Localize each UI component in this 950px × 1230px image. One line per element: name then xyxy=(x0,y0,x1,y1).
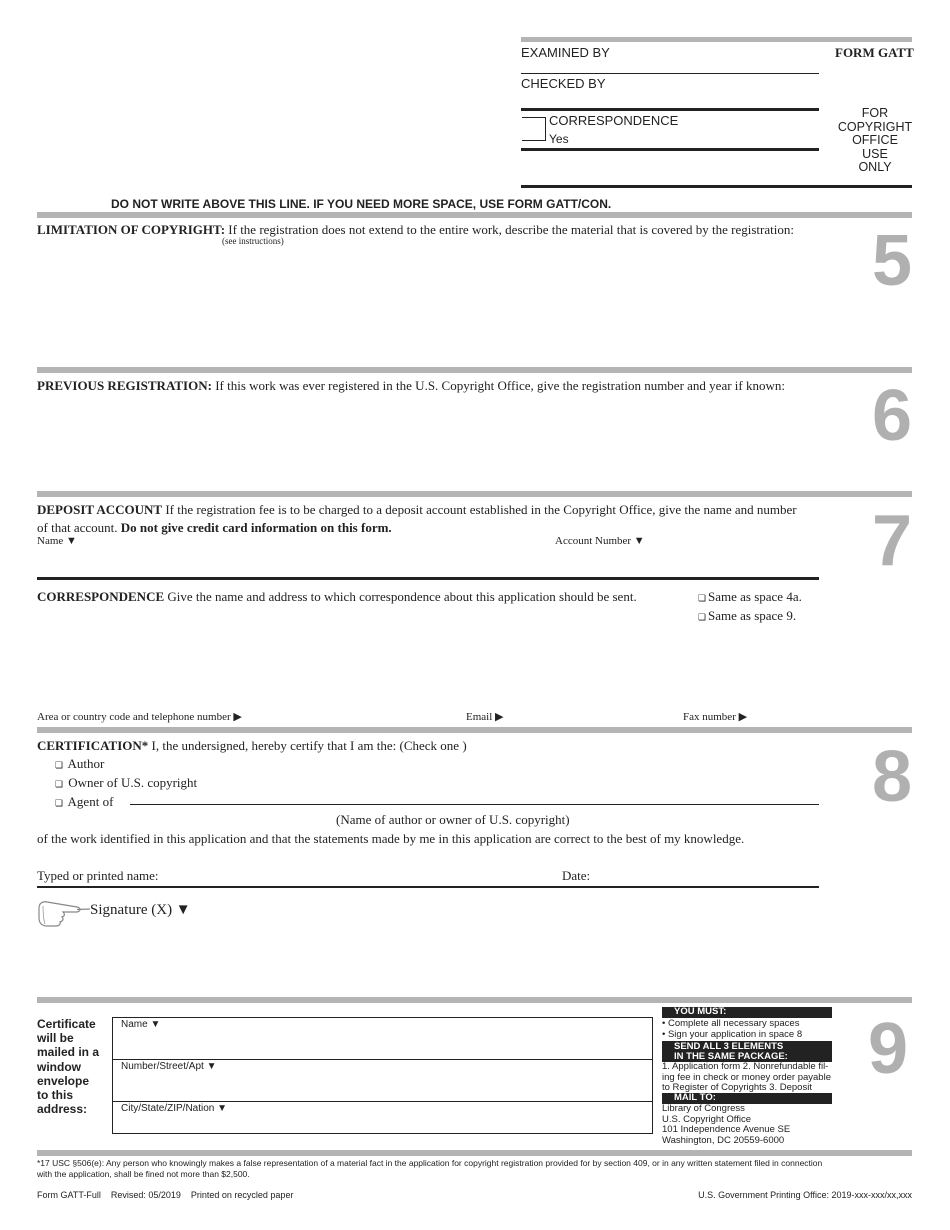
same-as-4a-option[interactable] xyxy=(698,589,802,605)
gpo-notice: U.S. Government Printing Office: 2019-xxx-xxx/xx,xxx xyxy=(698,1190,912,1200)
section7-heading xyxy=(37,502,797,518)
correspondence-checkbox[interactable] xyxy=(522,117,546,141)
agent-caption: (Name of author or owner of U.S. copyright) xyxy=(336,812,570,827)
fax-label: Fax number ▶ xyxy=(683,711,748,723)
section7-number: 7 xyxy=(872,501,913,581)
examined-by-label: EXAMINED BY xyxy=(521,45,610,60)
section6-text: If this work was ever registered in the U.S. Copyright Office, give the registration number and year if known: xyxy=(215,378,785,393)
section6-bar xyxy=(37,367,912,373)
deposit-bottom-line xyxy=(37,577,819,580)
correspondence-line xyxy=(521,148,819,151)
option-owner[interactable] xyxy=(55,775,197,791)
option-owner-label: Owner of U.S. copyright xyxy=(68,775,198,790)
form-id: Form GATT-Full Revised: 05/2019 Printed on recycled paper xyxy=(37,1190,294,1200)
mail-street-label: Number/Street/Apt ▼ xyxy=(121,1061,217,1072)
option-author-label: Author xyxy=(67,756,105,771)
you-must-list xyxy=(662,1019,802,1040)
mail-to-address: Library of Congress U.S. Copyright Office 101 Independence Avenue SE Washington, DC 20559-6000 xyxy=(662,1103,791,1146)
signature-label: Signature (X) ▼ xyxy=(90,902,191,918)
section8-number: 8 xyxy=(872,737,913,817)
deposit-account-label: Account Number ▼ xyxy=(555,535,645,547)
same-as-9-option[interactable] xyxy=(698,608,796,624)
deposit-name-label: Name ▼ xyxy=(37,535,77,547)
mailing-address-box xyxy=(112,1017,653,1134)
mail-city-label: City/State/ZIP/Nation ▼ xyxy=(121,1103,228,1114)
typed-name-line[interactable] xyxy=(37,886,819,888)
law-text: *17 USC §506(e): Any person who knowingly makes a false representation of a material fact in the application for copyright registration provided for by section 409, or in any written statement filed in connection xyxy=(37,1158,823,1168)
option-agent-label: Agent of xyxy=(67,794,114,809)
phone-label: Area or country code and telephone number ▶ xyxy=(37,711,242,723)
yes-label: Yes xyxy=(549,132,569,146)
section7-line2 xyxy=(37,520,392,536)
certification-title: CERTIFICATION* xyxy=(37,738,149,753)
mail-to-heading: MAIL TO: xyxy=(662,1093,832,1104)
section5-text: If the registration does not extend to the entire work, describe the material that is covered by the registration: xyxy=(228,222,794,237)
email-label: Email ▶ xyxy=(466,711,504,723)
certification-text: I, the undersigned, hereby certify that I am the: (Check one ) xyxy=(151,738,467,753)
section7-bar xyxy=(37,491,912,497)
correspondence-label: CORRESPONDENCE xyxy=(549,113,679,128)
section5-bar xyxy=(37,212,912,218)
checked-line xyxy=(521,108,819,111)
mail-street-field[interactable] xyxy=(113,1060,652,1102)
section9-number: 9 xyxy=(868,1009,909,1089)
header-top-bar xyxy=(521,37,912,42)
office-use-label: FOR COPYRIGHT OFFICE USE ONLY xyxy=(837,106,913,175)
section5-heading xyxy=(37,222,794,238)
correspondence-text: Give the name and address to which correspondence about this application should be sent. xyxy=(167,589,637,604)
pointing-hand-icon xyxy=(37,898,91,932)
law-text-2: with the application, shall be fined not more than $2,500. xyxy=(37,1168,250,1179)
checkbox-icon[interactable]: ❏ xyxy=(55,780,64,790)
section5-number: 5 xyxy=(872,221,913,301)
section5-note: (see instructions) xyxy=(222,236,284,246)
checkbox-icon[interactable]: ❏ xyxy=(55,799,64,809)
section7-text2: of that account. xyxy=(37,520,118,535)
option-author[interactable] xyxy=(55,756,104,772)
do-not-write-notice: DO NOT WRITE ABOVE THIS LINE. IF YOU NEED MORE SPACE, USE FORM GATT/CON. xyxy=(111,197,612,211)
option-agent[interactable] xyxy=(55,794,113,810)
mail-city-field[interactable] xyxy=(113,1102,652,1133)
checkbox-icon[interactable]: ❏ xyxy=(698,613,707,623)
section6-title: PREVIOUS REGISTRATION: xyxy=(37,378,212,393)
must-item: • Sign your application in space 8 xyxy=(662,1028,803,1040)
same-as-9-label: Same as space 9. xyxy=(708,608,797,623)
section7-text: If the registration fee is to be charged to a deposit account established in the Copyright Office, give the name and number xyxy=(165,502,797,517)
credit-card-warning: Do not give credit card information on this form. xyxy=(120,520,392,535)
checkbox-icon[interactable]: ❏ xyxy=(55,761,64,771)
certification-statement: of the work identified in this application and that the statements made by me in this application are correct to the best of my knowledge. xyxy=(37,831,745,846)
typed-name-label: Typed or printed name: xyxy=(37,868,159,883)
examined-line xyxy=(521,73,819,74)
certification-heading xyxy=(37,738,467,754)
section8-bar xyxy=(37,727,912,733)
section6-number: 6 xyxy=(872,376,913,456)
section5-title: LIMITATION OF COPYRIGHT: xyxy=(37,222,226,237)
correspondence-title: CORRESPONDENCE xyxy=(37,589,165,604)
checkbox-icon[interactable]: ❏ xyxy=(698,594,707,604)
elements-list: 1. Application form 2. Nonrefundable fil- ing fee in check or money order payable to Register of Copyrights 3. Deposit xyxy=(662,1061,831,1093)
section9-bar xyxy=(37,997,912,1003)
checked-by-label: CHECKED BY xyxy=(521,76,606,91)
section6-heading xyxy=(37,378,785,394)
agent-name-line[interactable] xyxy=(130,804,819,805)
correspondence-heading xyxy=(37,589,637,605)
certificate-mail-label: Certificate will be mailed in a window envelope to this address: xyxy=(37,1017,100,1117)
form-name: FORM GATT xyxy=(835,45,914,60)
send-all-heading: SEND ALL 3 ELEMENTS IN THE SAME PACKAGE: xyxy=(662,1041,832,1062)
same-as-4a-label: Same as space 4a. xyxy=(708,589,802,604)
footer-bar xyxy=(37,1150,912,1156)
mail-name-label: Name ▼ xyxy=(121,1019,161,1030)
header-bottom-line xyxy=(521,185,912,188)
you-must-heading: YOU MUST: xyxy=(662,1007,832,1018)
law-notice xyxy=(37,1158,912,1179)
mail-name-field[interactable] xyxy=(113,1018,652,1060)
date-label: Date: xyxy=(562,868,591,883)
section7-title: DEPOSIT ACCOUNT xyxy=(37,502,163,517)
must-item: • Complete all necessary spaces xyxy=(662,1018,800,1029)
